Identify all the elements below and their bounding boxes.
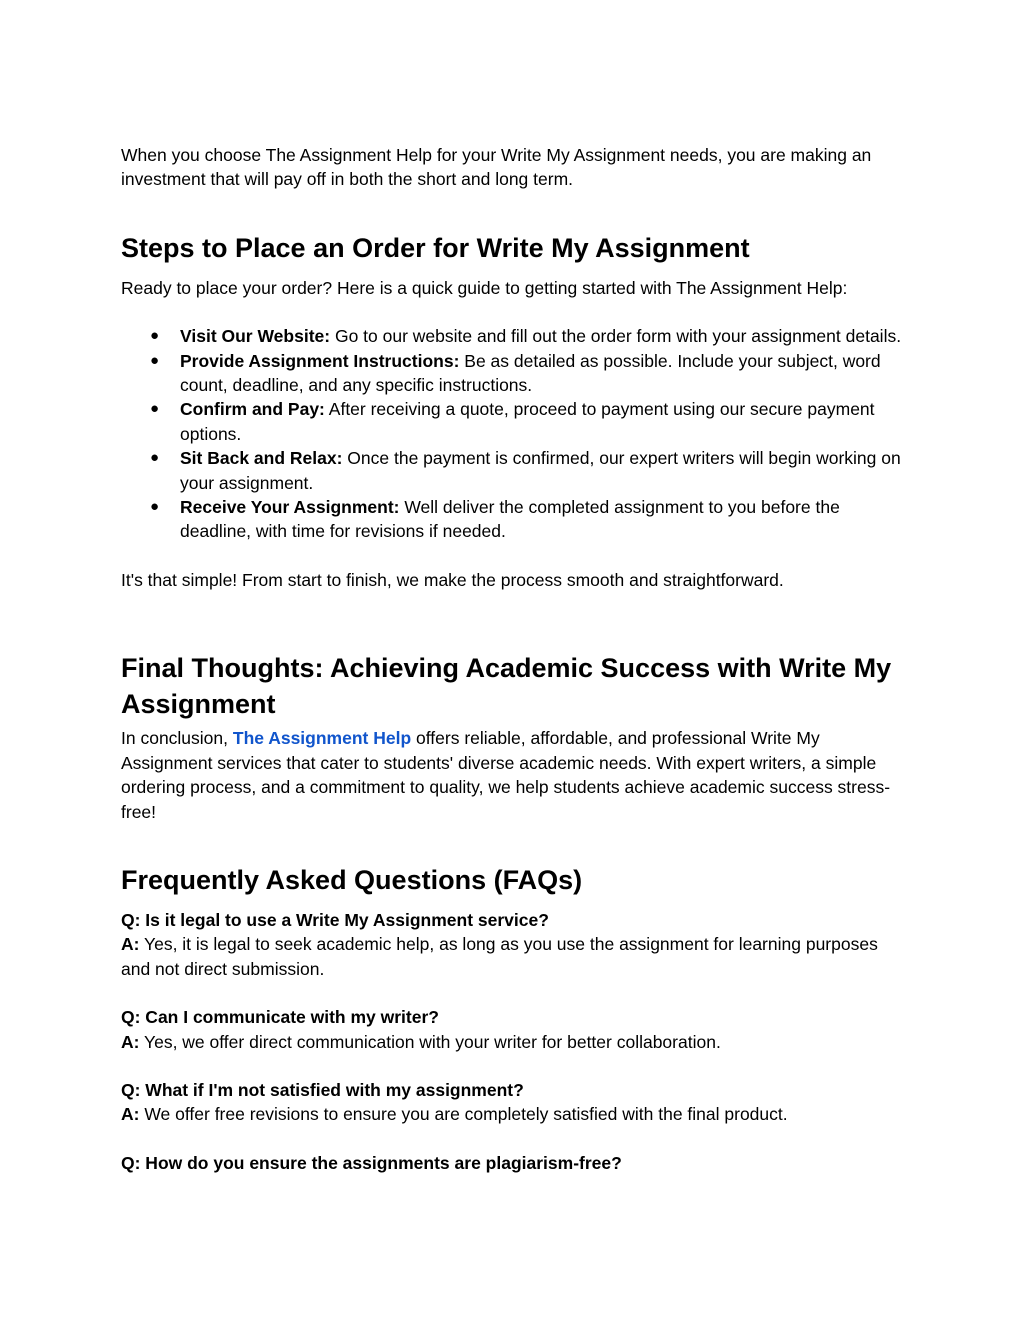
faq-question: Q: Can I communicate with my writer? [121, 1007, 439, 1028]
list-item [121, 397, 903, 446]
faq-item [121, 908, 903, 981]
step-title: Confirm and Pay: [180, 399, 325, 420]
bullet-icon: ● [150, 498, 160, 516]
steps-closing-paragraph: It's that simple! From start to finish, we make the process smooth and straightforward. [121, 569, 784, 590]
steps-heading: Steps to Place an Order for Write My Assignment [121, 232, 750, 263]
step-text: Go to our website and fill out the order form with your assignment details. [330, 326, 902, 347]
conclusion-paragraph [121, 726, 903, 824]
faq-answer [121, 1102, 903, 1126]
faq-answer [121, 932, 903, 981]
step-text: Well deliver the completed assignment to you before the deadline, with time for revisions if needed. [180, 497, 840, 542]
step-text: After receiving a quote, proceed to payment using our secure payment options. [180, 399, 875, 444]
step-text: Once the payment is confirmed, our expert writers will begin working on your assignment. [180, 448, 901, 493]
conclusion-text-end: offers reliable, affordable, and professional Write My Assignment services that cater to students' diverse academic needs. With expert writers, a simple ordering process, and a commitment to quality, we help students achieve academic success stress-free! [121, 728, 891, 822]
assignment-help-link[interactable]: The Assignment Help [232, 728, 412, 749]
answer-label: A: [121, 1104, 140, 1125]
bullet-icon: ● [150, 400, 160, 418]
list-item [121, 324, 903, 348]
step-title: Receive Your Assignment: [180, 497, 400, 518]
answer-label: A: [121, 1031, 140, 1052]
step-title: Visit Our Website: [180, 326, 331, 347]
answer-text: We offer free revisions to ensure you are completely satisfied with the final product. [139, 1104, 788, 1125]
faq-answer [121, 1030, 903, 1054]
faq-heading: Frequently Asked Questions (FAQs) [121, 864, 583, 895]
faq-question: Q: What if I'm not satisfied with my assignment? [121, 1079, 524, 1100]
list-item [121, 446, 903, 495]
list-item [121, 349, 903, 398]
bullet-icon: ● [150, 449, 160, 467]
step-text: Be as detailed as possible. Include your subject, word count, deadline, and any specific instructions. [180, 350, 881, 396]
step-title: Sit Back and Relax: [180, 448, 343, 469]
bullet-icon: ● [150, 327, 160, 345]
faq-item [121, 1005, 903, 1054]
steps-list [121, 324, 903, 544]
faq-item [121, 1078, 903, 1127]
step-title: Provide Assignment Instructions: [180, 350, 460, 371]
list-item [121, 495, 903, 544]
answer-text: Yes, we offer direct communication with your writer for better collaboration. [139, 1031, 721, 1052]
faq-question: Q: How do you ensure the assignments are plagiarism-free? [121, 1152, 622, 1173]
intro-paragraph: When you choose The Assignment Help for your Write My Assignment needs, you are making an investment that will pay off in both the short and long term. [121, 145, 872, 190]
answer-label: A: [121, 934, 140, 955]
answer-text: Yes, it is legal to seek academic help, as long as you use the assignment for learning purposes and not direct submission. [121, 934, 878, 979]
faq-question: Q: Is it legal to use a Write My Assignment service? [121, 909, 549, 930]
bullet-icon: ● [150, 351, 160, 369]
conclusion-text-start: In conclusion, [121, 728, 233, 749]
steps-lead-paragraph: Ready to place your order? Here is a quick guide to getting started with The Assignment Help: [121, 277, 848, 298]
final-thoughts-heading: Final Thoughts: Achieving Academic Success with Write My Assignment [121, 653, 892, 720]
faq-item [121, 1151, 903, 1175]
